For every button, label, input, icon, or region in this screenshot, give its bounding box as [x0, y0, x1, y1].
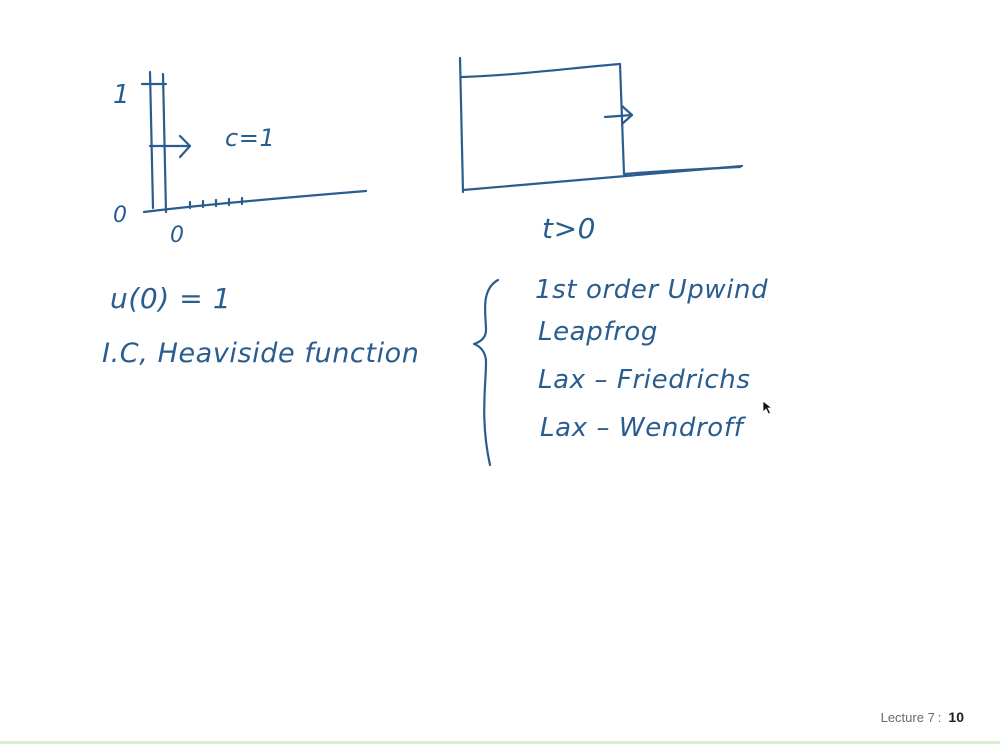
- left-graph-speed-label: c=1: [225, 124, 276, 152]
- left-graph-y-label-bottom: 0: [113, 203, 128, 228]
- mouse-cursor-icon: [762, 400, 774, 416]
- page-number: 10: [948, 709, 964, 725]
- methods-list: [535, 275, 768, 443]
- left-graph-y-label-top: 1: [113, 80, 131, 110]
- right-graph-arrow-line: [605, 115, 632, 117]
- slide-footer: [881, 709, 964, 725]
- left-brace-icon: [474, 280, 498, 465]
- left-graph-x-label-origin: 0: [170, 223, 185, 248]
- footer-separator: :: [937, 710, 942, 725]
- right-graph-top-level: [462, 64, 620, 77]
- right-graph-step-edge: [620, 64, 624, 174]
- method-item: Lax – Wendroff: [540, 413, 744, 443]
- left-graph-y-axis: [150, 72, 153, 208]
- right-graph-time-label: t>0: [542, 212, 597, 245]
- left-graph-x-axis: [144, 191, 366, 212]
- method-item: Leapfrog: [538, 317, 658, 347]
- method-item: 1st order Upwind: [535, 275, 769, 305]
- left-graph-step-edge: [163, 74, 166, 212]
- right-graph-y-axis: [460, 58, 463, 192]
- right-graph-tail: [624, 167, 740, 174]
- lecture-label: Lecture 7: [880, 710, 935, 725]
- right-graph: [460, 58, 742, 245]
- left-graph: [113, 72, 366, 248]
- method-item: Lax – Friedrichs: [538, 365, 751, 395]
- boundary-condition-note: u(0) = 1: [110, 282, 232, 315]
- initial-condition-note: I.C, Heaviside function: [102, 338, 420, 369]
